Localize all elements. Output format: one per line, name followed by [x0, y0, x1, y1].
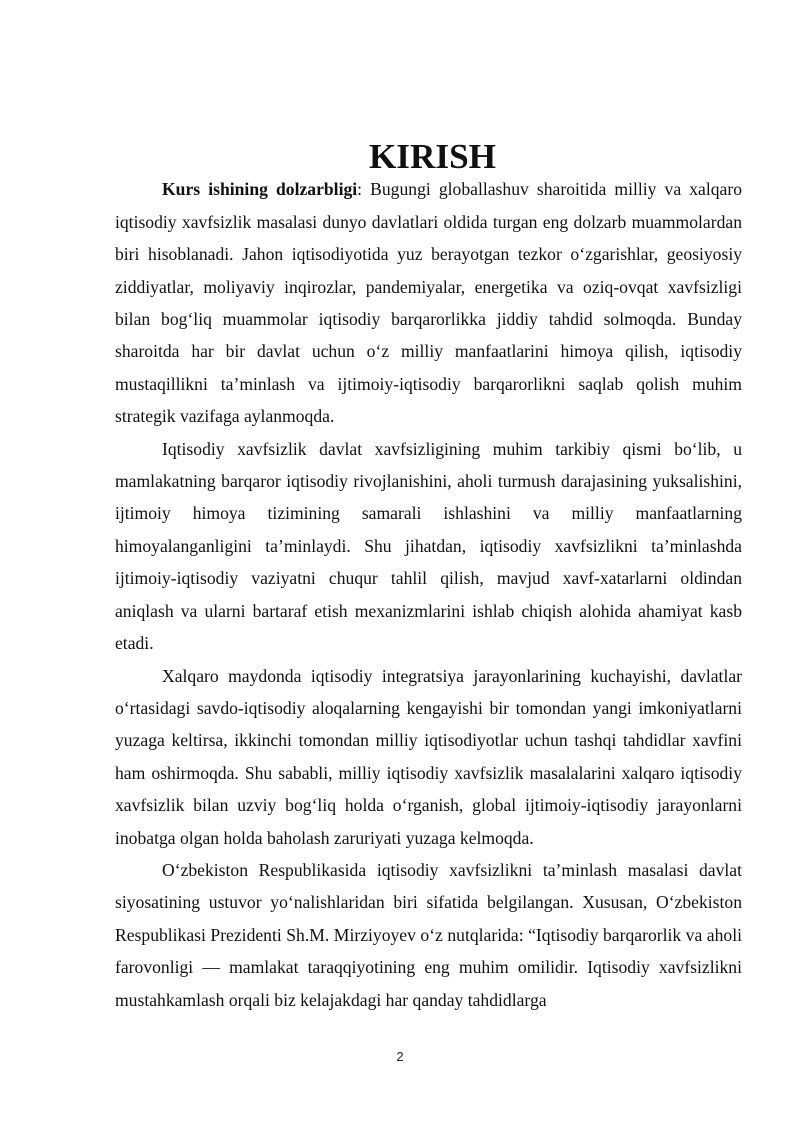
- body-paragraph-2: Xalqaro maydonda iqtisodiy integratsiya jarayonlarining kuchayishi, davlatlar o‘rtasidagi savdo-iqtisodiy aloqalarning kengayishi bir tomondan yangi imkoniyatlarni yuzaga keltirsa, ikkinchi tomondan milliy iqtisodiyotlar uchun tashqi tahdidlar xavfini ham oshirmoqda. Shu sababli, milliy iqtisodiy xavfsizlik masalalarini xalqaro iqtisodiy xavfsizlik bilan uzviy bog‘liq holda o‘rganish, global ijtimoiy-iqtisodiy jarayonlarni inobatga olgan holda baholash zaruriyati yuzaga kelmoqda.: [115, 665, 742, 848]
- document-page: [115, 137, 743, 1016]
- intro-paragraph: [115, 173, 742, 432]
- intro-lead: Kurs ishining dolzarbligi: [162, 179, 358, 200]
- body-paragraph-1: Iqtisodiy xavfsizlik davlat xavfsizligining muhim tarkibiy qismi bo‘lib, u mamlakatning barqaror iqtisodiy rivojlanishini, aholi turmush darajasining yuksalishini, ijtimoiy himoya tizimining samarali ishlashini va milliy manfaatlarning himoyalanganligini ta’minlaydi. Shu jihatdan, iqtisodiy xavfsizlikni ta’minlashda ijtimoiy-iqtisodiy vaziyatni chuqur tahlil qilish, mavjud xavf-xatarlarni oldindan aniqlash va ularni bartaraf etish mexanizmlarini ishlab chiqish alohida ahamiyat kasb etadi.: [115, 438, 742, 654]
- page-number: 2: [396, 1049, 404, 1064]
- section-heading: KIRISH: [368, 137, 497, 176]
- body-paragraph-3: O‘zbekiston Respublikasida iqtisodiy xavfsizlikni ta’minlash masalasi davlat siyosatining ustuvor yo‘nalishlaridan biri sifatida belgilangan. Xususan, O‘zbekiston Respublikasi Prezidenti Sh.M. Mirziyoyev o‘z nutqlarida: “Iqtisodiy barqarorlik va aholi farovonligi — mamlakat taraqqiyotining eng muhim omilidir. Iqtisodiy xavfsizlikni mustahkamlash orqali biz kelajakdagi har qanday tahdidlarga: [115, 859, 742, 1010]
- intro-text: : Bugungi globallashuv sharoitida milliy va xalqaro iqtisodiy xavfsizlik masalasi dunyo davlatlari oldida turgan eng dolzarb muammolardan biri hisoblanadi. Jahon iqtisodiyotida yuz berayotgan tezkor o‘zgarishlar, geosiyosiy ziddiyatlar, moliyaviy inqirozlar, pandemiyalar, energetika va oziq-ovqat xavfsizligi bilan bog‘liq muammolar iqtisodiy barqarorlikka jiddiy tahdid solmoqda. Bunday sharoitda har bir davlat uchun o‘z milliy manfaatlarini himoya qilish, iqtisodiy mustaqillikni ta’minlash va ijtimoiy-iqtisodiy barqarorlikni saqlab qolish muhim strategik vazifaga aylanmoqda.: [115, 179, 743, 427]
